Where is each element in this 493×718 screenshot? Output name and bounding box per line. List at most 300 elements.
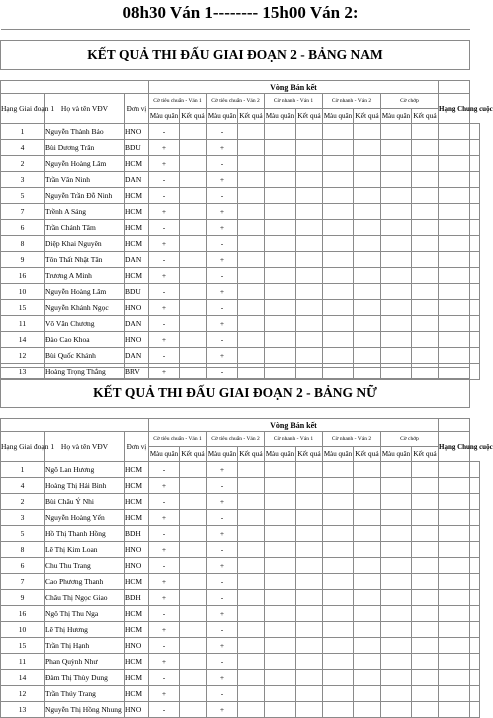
rank-cell: 11 [1,316,45,332]
empty-cell [354,124,381,140]
name-header: Họ và tên VĐV [45,432,125,462]
empty-cell [265,478,296,494]
empty-cell [354,156,381,172]
unit-cell: HCM [125,268,149,284]
player-name-cell: Trương A Minh [45,268,125,284]
final-rank-cell [470,654,480,670]
empty-cell [412,204,439,220]
table-row [1,670,480,686]
color-cell: + [207,494,238,510]
rank-cell: 4 [1,478,45,494]
empty-cell [296,590,323,606]
color-cell: + [207,252,238,268]
empty-cell [323,236,354,252]
empty-cell [323,622,354,638]
empty-cell [323,638,354,654]
color-cell: - [207,268,238,284]
empty-cell [381,526,412,542]
rank-cell: 8 [1,236,45,252]
empty-cell [354,204,381,220]
player-name-cell: Hoàng Trọng Thắng [45,364,125,380]
table-row [1,542,480,558]
empty-cell [439,702,470,718]
color-cell: - [149,284,180,300]
empty-cell [323,156,354,172]
empty-cell [296,462,323,478]
unit-cell: HCM [125,574,149,590]
player-name-cell: Trần Văn Ninh [45,172,125,188]
unit-cell: HNO [125,542,149,558]
empty-cell [238,236,265,252]
empty-cell [265,268,296,284]
empty-cell [265,316,296,332]
round-header: Cờ tiêu chuẩn - Ván 2 [207,432,265,447]
empty-cell [265,236,296,252]
empty-cell [323,654,354,670]
player-name-cell: Bùi Dương Trân [45,140,125,156]
table-row [1,638,480,654]
empty-cell [354,590,381,606]
empty-cell [323,526,354,542]
rank-cell: 14 [1,332,45,348]
empty-cell [412,526,439,542]
color-cell: - [149,348,180,364]
final-rank-cell [470,494,480,510]
name-header: Họ và tên VĐV [45,94,125,124]
empty-cell [354,526,381,542]
player-name-cell: Trềnh A Sáng [45,204,125,220]
unit-cell: HNO [125,702,149,718]
color-cell: + [149,510,180,526]
color-cell: - [207,188,238,204]
color-cell: + [207,606,238,622]
table-row [1,348,480,364]
empty-cell [265,462,296,478]
empty-cell [296,574,323,590]
empty-cell [439,188,470,204]
empty-cell [296,510,323,526]
empty-cell [323,542,354,558]
results-table-women [0,367,493,718]
empty-cell [265,558,296,574]
rank-cell: 6 [1,558,45,574]
unit-cell: BDH [125,590,149,606]
empty-cell [412,510,439,526]
unit-cell: HNO [125,332,149,348]
empty-cell [265,510,296,526]
color-cell: - [149,606,180,622]
color-cell: - [149,638,180,654]
color-cell: - [207,478,238,494]
empty-cell [265,542,296,558]
empty-cell [439,622,470,638]
empty-cell [323,332,354,348]
empty-cell [238,654,265,670]
empty-cell [381,574,412,590]
unit-cell: HNO [125,124,149,140]
empty-cell [323,510,354,526]
empty-cell [439,124,470,140]
empty-cell [439,204,470,220]
table-row [1,284,480,300]
empty-cell [354,172,381,188]
color-cell: - [149,702,180,718]
result-cell [180,478,207,494]
rank-cell: 15 [1,300,45,316]
empty-cell [412,670,439,686]
result-cell [180,574,207,590]
empty-cell [296,494,323,510]
empty-cell [296,348,323,364]
result-cell [180,220,207,236]
empty-cell [354,654,381,670]
empty-cell [296,654,323,670]
unit-header: Đơn vị [125,432,149,462]
empty-cell [439,300,470,316]
table-row [1,268,480,284]
result-cell [180,494,207,510]
empty-cell [238,300,265,316]
round-header: Cờ nhanh - Ván 1 [265,94,323,109]
unit-cell: HCM [125,606,149,622]
empty-cell [439,268,470,284]
final-rank-cell [470,478,480,494]
empty-cell [354,140,381,156]
empty-cell [296,542,323,558]
result-cell [180,462,207,478]
empty-cell [412,462,439,478]
final-rank-cell [470,172,480,188]
empty-cell [412,284,439,300]
empty-cell [381,606,412,622]
final-rank-cell [470,590,480,606]
empty-cell [265,300,296,316]
empty-cell [323,702,354,718]
color-header: Màu quân [265,109,296,124]
unit-cell: HCM [125,204,149,220]
color-cell: - [149,252,180,268]
unit-cell: HNO [125,300,149,316]
color-header: Màu quân [149,447,180,462]
empty-cell [296,156,323,172]
rank-cell: 1 [1,462,45,478]
empty-cell [354,220,381,236]
empty-cell [296,638,323,654]
final-rank-header: Hạng Chung cuộc [439,94,470,124]
result-cell [180,172,207,188]
empty-cell [354,558,381,574]
table-row [1,590,480,606]
empty-cell [296,252,323,268]
empty-cell [412,252,439,268]
empty-cell [412,140,439,156]
empty-cell [354,478,381,494]
color-cell: + [207,670,238,686]
table-row [1,526,480,542]
player-name-cell: Nguyễn Thị Hồng Nhung [45,702,125,718]
result-cell [180,348,207,364]
final-rank-cell [470,526,480,542]
empty-cell [323,494,354,510]
empty-cell [238,526,265,542]
empty-cell [381,670,412,686]
empty-cell [439,172,470,188]
result-cell [180,204,207,220]
table-row [1,686,480,702]
unit-cell: HCM [125,622,149,638]
empty-cell [412,172,439,188]
empty-cell [323,220,354,236]
result-header: Kết quả [412,447,439,462]
color-header: Màu quân [265,447,296,462]
table-row [1,236,480,252]
empty-cell [381,702,412,718]
unit-cell: DAN [125,316,149,332]
final-rank-cell [470,236,480,252]
result-header: Kết quả [354,447,381,462]
color-cell: + [149,622,180,638]
empty-cell [354,606,381,622]
unit-cell: HCM [125,156,149,172]
empty-cell [238,670,265,686]
empty-cell [296,316,323,332]
player-name-cell: Nguyễn Khánh Ngọc [45,300,125,316]
empty-cell [381,220,412,236]
empty-cell [238,686,265,702]
color-cell: - [207,124,238,140]
player-name-cell: Lê Thị Kim Loan [45,542,125,558]
color-cell: + [149,478,180,494]
empty-cell [238,220,265,236]
empty-cell [323,590,354,606]
empty-cell [354,284,381,300]
empty-cell [439,284,470,300]
empty-cell [439,348,470,364]
empty-cell [381,188,412,204]
empty-cell [412,606,439,622]
empty-cell [439,574,470,590]
unit-cell: DAN [125,348,149,364]
color-cell: + [207,172,238,188]
player-name-cell: Nguyễn Hoàng Lâm [45,284,125,300]
blank-header-cell [439,419,470,432]
table-row [1,172,480,188]
empty-cell [265,188,296,204]
empty-cell [323,268,354,284]
unit-cell: HCM [125,478,149,494]
empty-cell [354,332,381,348]
spacer-row [1,408,470,419]
result-header: Kết quả [412,109,439,124]
empty-cell [412,188,439,204]
rank-cell: 6 [1,220,45,236]
result-cell [180,156,207,172]
empty-cell [354,236,381,252]
empty-cell [354,670,381,686]
empty-cell [265,156,296,172]
empty-cell [381,204,412,220]
color-header: Màu quân [149,109,180,124]
player-name-cell: Lê Thị Hương [45,622,125,638]
color-cell: + [207,220,238,236]
round-header: Cờ nhanh - Ván 2 [323,94,381,109]
empty-cell [323,606,354,622]
result-cell [180,686,207,702]
final-rank-cell [470,156,480,172]
rank-cell: 14 [1,670,45,686]
color-cell: - [207,156,238,172]
empty-cell [265,574,296,590]
final-rank-cell [470,542,480,558]
rank-cell: 16 [1,606,45,622]
color-cell: + [149,268,180,284]
empty-cell [412,124,439,140]
player-name-cell: Đàm Thị Thùy Dung [45,670,125,686]
empty-cell [439,220,470,236]
empty-cell [354,252,381,268]
final-rank-cell [470,462,480,478]
empty-cell [323,686,354,702]
rank-cell: 3 [1,172,45,188]
rank-cell: 3 [1,510,45,526]
empty-cell [238,558,265,574]
color-cell: + [207,348,238,364]
result-cell [180,670,207,686]
empty-cell [323,204,354,220]
result-header: Kết quả [296,447,323,462]
color-cell: - [207,590,238,606]
round-group-header: Vòng Bán kết [149,81,439,94]
result-cell [180,526,207,542]
rank-cell: 9 [1,252,45,268]
final-rank-cell [470,670,480,686]
player-name-cell: Diệp Khai Nguyên [45,236,125,252]
empty-cell [412,542,439,558]
table-row [1,558,480,574]
empty-cell [381,172,412,188]
color-cell: + [207,140,238,156]
empty-cell [296,670,323,686]
table-row [1,574,480,590]
empty-cell [412,348,439,364]
empty-cell [381,284,412,300]
unit-cell: HCM [125,670,149,686]
table-row [1,252,480,268]
rank-cell: 12 [1,348,45,364]
empty-cell [296,236,323,252]
rank-cell: 2 [1,156,45,172]
empty-cell [439,316,470,332]
color-cell: - [149,188,180,204]
empty-cell [265,702,296,718]
final-rank-cell [470,606,480,622]
empty-cell [381,140,412,156]
color-header: Màu quân [381,109,412,124]
empty-cell [265,204,296,220]
empty-cell [354,494,381,510]
final-rank-cell [470,622,480,638]
color-cell: + [149,590,180,606]
rank-cell: 16 [1,268,45,284]
empty-cell [439,558,470,574]
empty-cell [238,494,265,510]
color-cell: + [207,526,238,542]
table-row [1,462,480,478]
rank-cell: 12 [1,686,45,702]
color-cell: + [149,140,180,156]
result-cell [180,654,207,670]
empty-cell [439,478,470,494]
final-rank-cell [470,332,480,348]
empty-cell [296,172,323,188]
blank-header-cell [439,81,470,94]
empty-cell [296,140,323,156]
empty-cell [238,316,265,332]
empty-cell [381,268,412,284]
color-cell: - [207,332,238,348]
spacer-row [1,30,470,41]
empty-cell [238,478,265,494]
empty-cell [323,574,354,590]
color-header: Màu quân [207,447,238,462]
table-row [1,300,480,316]
color-cell: + [207,558,238,574]
result-cell [180,316,207,332]
table-row [1,124,480,140]
empty-cell [381,494,412,510]
player-name-cell: Trần Thúy Trang [45,686,125,702]
color-cell: + [149,574,180,590]
empty-cell [238,638,265,654]
unit-cell: HCM [125,510,149,526]
empty-cell [439,462,470,478]
empty-cell [323,558,354,574]
player-name-cell: Cao Phương Thanh [45,574,125,590]
rank-cell: 4 [1,140,45,156]
rank-cell: 13 [1,364,45,380]
empty-cell [265,590,296,606]
empty-cell [296,526,323,542]
empty-cell [439,494,470,510]
rank-cell: 5 [1,526,45,542]
empty-cell [439,638,470,654]
color-header: Màu quân [381,447,412,462]
empty-cell [381,622,412,638]
empty-cell [238,702,265,718]
final-rank-cell [470,252,480,268]
final-rank-cell [470,188,480,204]
color-cell: - [207,542,238,558]
empty-cell [296,188,323,204]
result-cell [180,284,207,300]
empty-cell [381,252,412,268]
final-rank-cell [470,124,480,140]
color-cell: + [149,300,180,316]
empty-cell [238,510,265,526]
color-cell: + [207,284,238,300]
empty-cell [238,204,265,220]
color-header: Màu quân [323,109,354,124]
empty-cell [381,654,412,670]
empty-cell [323,188,354,204]
empty-cell [381,558,412,574]
empty-cell [238,574,265,590]
final-rank-cell [470,686,480,702]
empty-cell [412,268,439,284]
color-cell: + [207,316,238,332]
color-cell: - [149,220,180,236]
empty-cell [381,236,412,252]
